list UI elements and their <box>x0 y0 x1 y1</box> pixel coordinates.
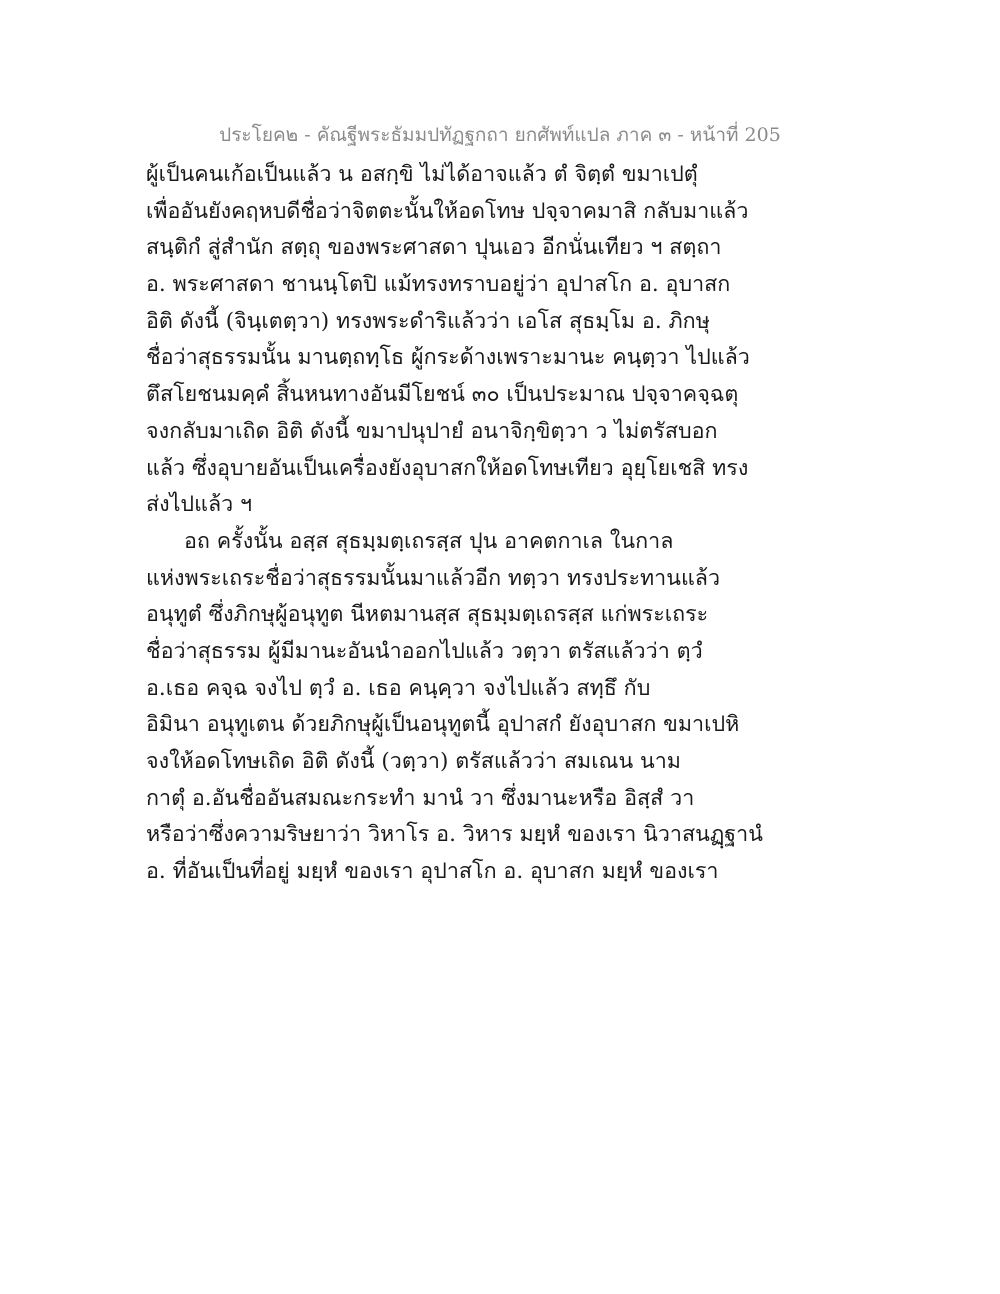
text-line: อิติ ดังนี้ (จินฺเตตฺวา) ทรงพระดำริแล้วว่า เอโส สุธมฺโม อ. ภิกษุ <box>146 308 710 334</box>
text-line: จงกลับมาเถิด อิติ ดังนี้ ขมาปนุปายํ อนาจิกฺขิตฺวา ว ไม่ตรัสบอก <box>146 418 718 444</box>
page-header-text: ประโยค๒ - คัณฐีพระธัมมปทัฏฐกถา ยกศัพท์แปล ภาค ๓ - หน้าที่ 205 <box>219 124 781 146</box>
page-header <box>0 120 1000 150</box>
text-line: อ.เธอ คจฺฉ จงไป ตฺวํ อ. เธอ คนฺคฺวา จงไปแล้ว สทฺธึ กับ <box>146 675 651 701</box>
text-line: อิมินา อนุทูเตน ด้วยภิกษุผู้เป็นอนุทูตนี้ อุปาสกํ ยังอุบาสก ขมาเปหิ <box>146 712 740 738</box>
text-line: สนฺติกํ สู่สำนัก สตฺถุ ของพระศาสดา ปุนเอว อีกนั่นเทียว ฯ สตฺถา <box>146 235 722 261</box>
text-line: อนุทูตํ ซึ่งภิกษุผู้อนุทูต นีหตมานสฺส สุธมฺมตฺเถรสฺส แก่พระเถระ <box>146 602 709 628</box>
text-line: กาตุํ อ.อันชื่ออันสมณะกระทำ มานํ วา ซึ่งมานะหรือ อิสฺสํ วา <box>146 785 695 811</box>
text-line: ชื่อว่าสุธรรม ผู้มีมานะอันนำออกไปแล้ว วตฺวา ตรัสแล้วว่า ตฺวํ <box>146 638 703 664</box>
text-line: แห่งพระเถระชื่อว่าสุธรรมนั้นมาแล้วอีก ทตฺวา ทรงประทานแล้ว <box>146 565 721 591</box>
body-text <box>146 157 846 891</box>
paragraph-start-line: อถ ครั้งนั้น อสฺส สุธมฺมตฺเถรสฺส ปุน อาคตกาเล ในกาล <box>184 528 674 554</box>
text-line: หรือว่าซึ่งความริษยาว่า วิหาโร อ. วิหาร มยฺหํ ของเรา นิวาสนฏฺฐานํ <box>146 822 763 848</box>
text-line: แล้ว ซึ่งอุบายอันเป็นเครื่องยังอุบาสกให้อดโทษเทียว อุยฺโยเชสิ ทรง <box>146 455 749 481</box>
text-line: จงให้อดโทษเถิด อิติ ดังนี้ (วตฺวา) ตรัสแล้วว่า สมเณน นาม <box>146 749 681 774</box>
text-line: ผู้เป็นคนเก้อเป็นแล้ว น อสกฺขิ ไม่ได้อาจแล้ว ตํ จิตฺตํ ขมาเปตุํ <box>146 162 698 187</box>
text-line: เพื่ออันยังคฤหบดีชื่อว่าจิตตะนั้นให้อดโทษ ปจฺจาคมาสิ กลับมาแล้ว <box>146 198 749 224</box>
text-line: อ. ที่อันเป็นที่อยู่ มยฺหํ ของเรา อุปาสโก อ. อุบาสก มยฺหํ ของเรา <box>146 859 719 885</box>
text-line: ชื่อว่าสุธรรมนั้น มานตฺถทฺโธ ผู้กระด้างเพราะมานะ คนฺตฺวา ไปแล้ว <box>146 345 750 371</box>
text-line: อ. พระศาสดา ชานนฺโตปิ แม้ทรงทราบอยู่ว่า อุปาสโก อ. อุบาสก <box>146 272 731 298</box>
text-line: ส่งไปแล้ว ฯ <box>146 492 253 518</box>
text-line: ตึสโยชนมคฺคํ สิ้นหนทางอันมีโยชน์ ๓๐ เป็นประมาณ ปจฺจาคจฺฉตุ <box>146 382 739 408</box>
